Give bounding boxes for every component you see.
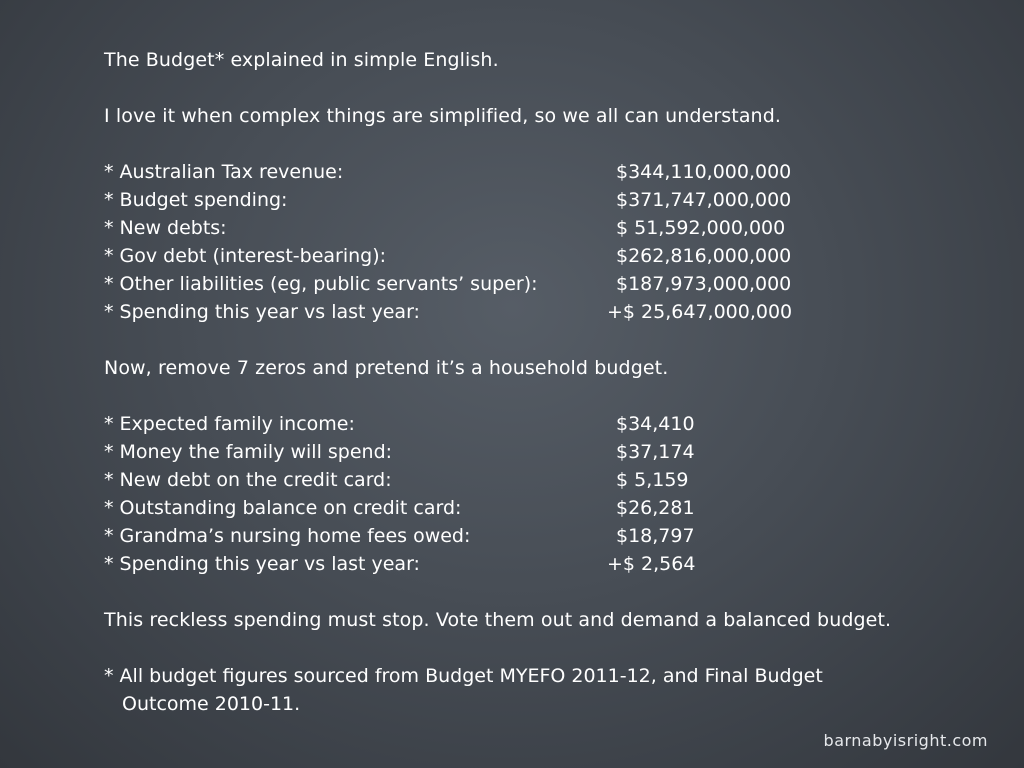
item-value: $ 51,592,000,000 [616,217,786,239]
item-label: * Australian Tax revenue: [104,161,344,183]
source-footnote [104,662,904,718]
footnote-line-1: * All budget figures sourced from Budget MYEFO 2011-12, and Final Budget [104,665,823,687]
list-item [104,550,984,578]
item-value: $37,174 [616,441,695,463]
item-label: * Budget spending: [104,189,288,211]
list-item [104,158,984,186]
item-value: $18,797 [616,525,695,547]
slide-title: The Budget* explained in simple English. [104,49,499,71]
list-item [104,270,984,298]
item-value: $344,110,000,000 [616,161,792,183]
list-item [104,466,984,494]
list-item [104,522,984,550]
item-value: $ 5,159 [616,469,689,491]
item-label: * Gov debt (interest-bearing): [104,245,387,267]
item-label: * Spending this year vs last year: [104,553,420,575]
item-value: +$ 25,647,000,000 [607,301,793,323]
item-label: * New debt on the credit card: [104,469,392,491]
item-value: $26,281 [616,497,695,519]
list-item [104,494,984,522]
site-watermark: barnabyisright.com [823,731,988,750]
list-item [104,410,984,438]
item-value: $371,747,000,000 [616,189,792,211]
item-value: $262,816,000,000 [616,245,792,267]
intro-text: I love it when complex things are simplified, so we all can understand. [104,105,781,127]
item-value: $187,973,000,000 [616,273,792,295]
item-label: * Spending this year vs last year: [104,301,420,323]
footnote-line-2: Outcome 2010-11. [122,693,301,715]
conclusion-text: This reckless spending must stop. Vote them out and demand a balanced budget. [104,609,892,631]
list-item [104,298,984,326]
item-label: * Money the family will spend: [104,441,393,463]
item-label: * Grandma’s nursing home fees owed: [104,525,471,547]
list-item [104,242,984,270]
transition-text: Now, remove 7 zeros and pretend it’s a household budget. [104,357,669,379]
item-label: * New debts: [104,217,227,239]
item-label: * Expected family income: [104,413,355,435]
item-value: $34,410 [616,413,695,435]
item-value: +$ 2,564 [607,553,696,575]
list-item [104,214,984,242]
item-label: * Other liabilities (eg, public servants’ super): [104,273,538,295]
list-item [104,438,984,466]
list-item [104,186,984,214]
item-label: * Outstanding balance on credit card: [104,497,462,519]
